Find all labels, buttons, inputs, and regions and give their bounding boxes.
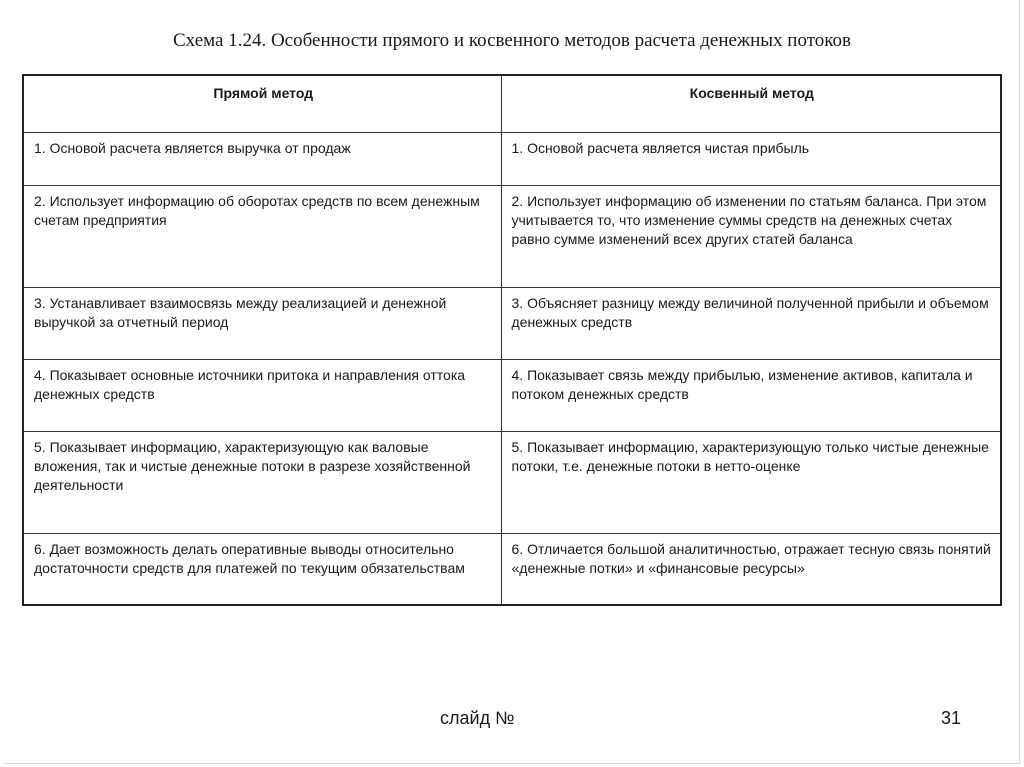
header-direct-method: Прямой метод — [23, 75, 501, 132]
indirect-method-cell: 4. Показывает связь между прибылью, изменение активов, капитала и потоком денежных средств — [501, 359, 1001, 431]
table-row — [23, 359, 1001, 431]
table-row — [23, 533, 1001, 605]
indirect-method-cell: 2. Использует информацию об изменении по статьям баланса. При этом учитывается то, что изменение суммы средств на денежных счетах равно сумме изменений всех других статей баланса — [501, 185, 1001, 287]
direct-method-cell: 1. Основой расчета является выручка от продаж — [23, 132, 501, 185]
comparison-table — [22, 74, 1002, 606]
header-indirect-method: Косвенный метод — [501, 75, 1001, 132]
indirect-method-cell: 5. Показывает информацию, характеризующую только чистые денежные потоки, т.е. денежные потоки в нетто-оценке — [501, 431, 1001, 533]
slide-title: Схема 1.24. Особенности прямого и косвенного методов расчета денежных потоков — [173, 30, 851, 51]
slide-page-number: 31 — [941, 708, 962, 728]
direct-method-cell: 3. Устанавливает взаимосвязь между реализацией и денежной выручкой за отчетный период — [23, 287, 501, 359]
table-row — [23, 132, 1001, 185]
table-row — [23, 185, 1001, 287]
indirect-method-cell: 1. Основой расчета является чистая прибыль — [501, 132, 1001, 185]
direct-method-cell: 5. Показывает информацию, характеризующую как валовые вложения, так и чистые денежные потоки в разрезе хозяйственной деятельности — [23, 431, 501, 533]
slide-number-label: слайд № — [440, 708, 515, 728]
direct-method-cell: 4. Показывает основные источники притока и направления оттока денежных средств — [23, 359, 501, 431]
direct-method-cell: 2. Использует информацию об оборотах средств по всем денежным счетам предприятия — [23, 185, 501, 287]
table-row — [23, 287, 1001, 359]
indirect-method-cell: 3. Объясняет разницу между величиной полученной прибыли и объемом денежных средств — [501, 287, 1001, 359]
direct-method-cell: 6. Дает возможность делать оперативные выводы относительно достаточности средств для платежей по текущим обязательствам — [23, 533, 501, 605]
indirect-method-cell: 6. Отличается большой аналитичностью, отражает тесную связь понятий «денежные потки» и «финансовые ресурсы» — [501, 533, 1001, 605]
table-row — [23, 431, 1001, 533]
table-header-row — [23, 75, 1001, 132]
